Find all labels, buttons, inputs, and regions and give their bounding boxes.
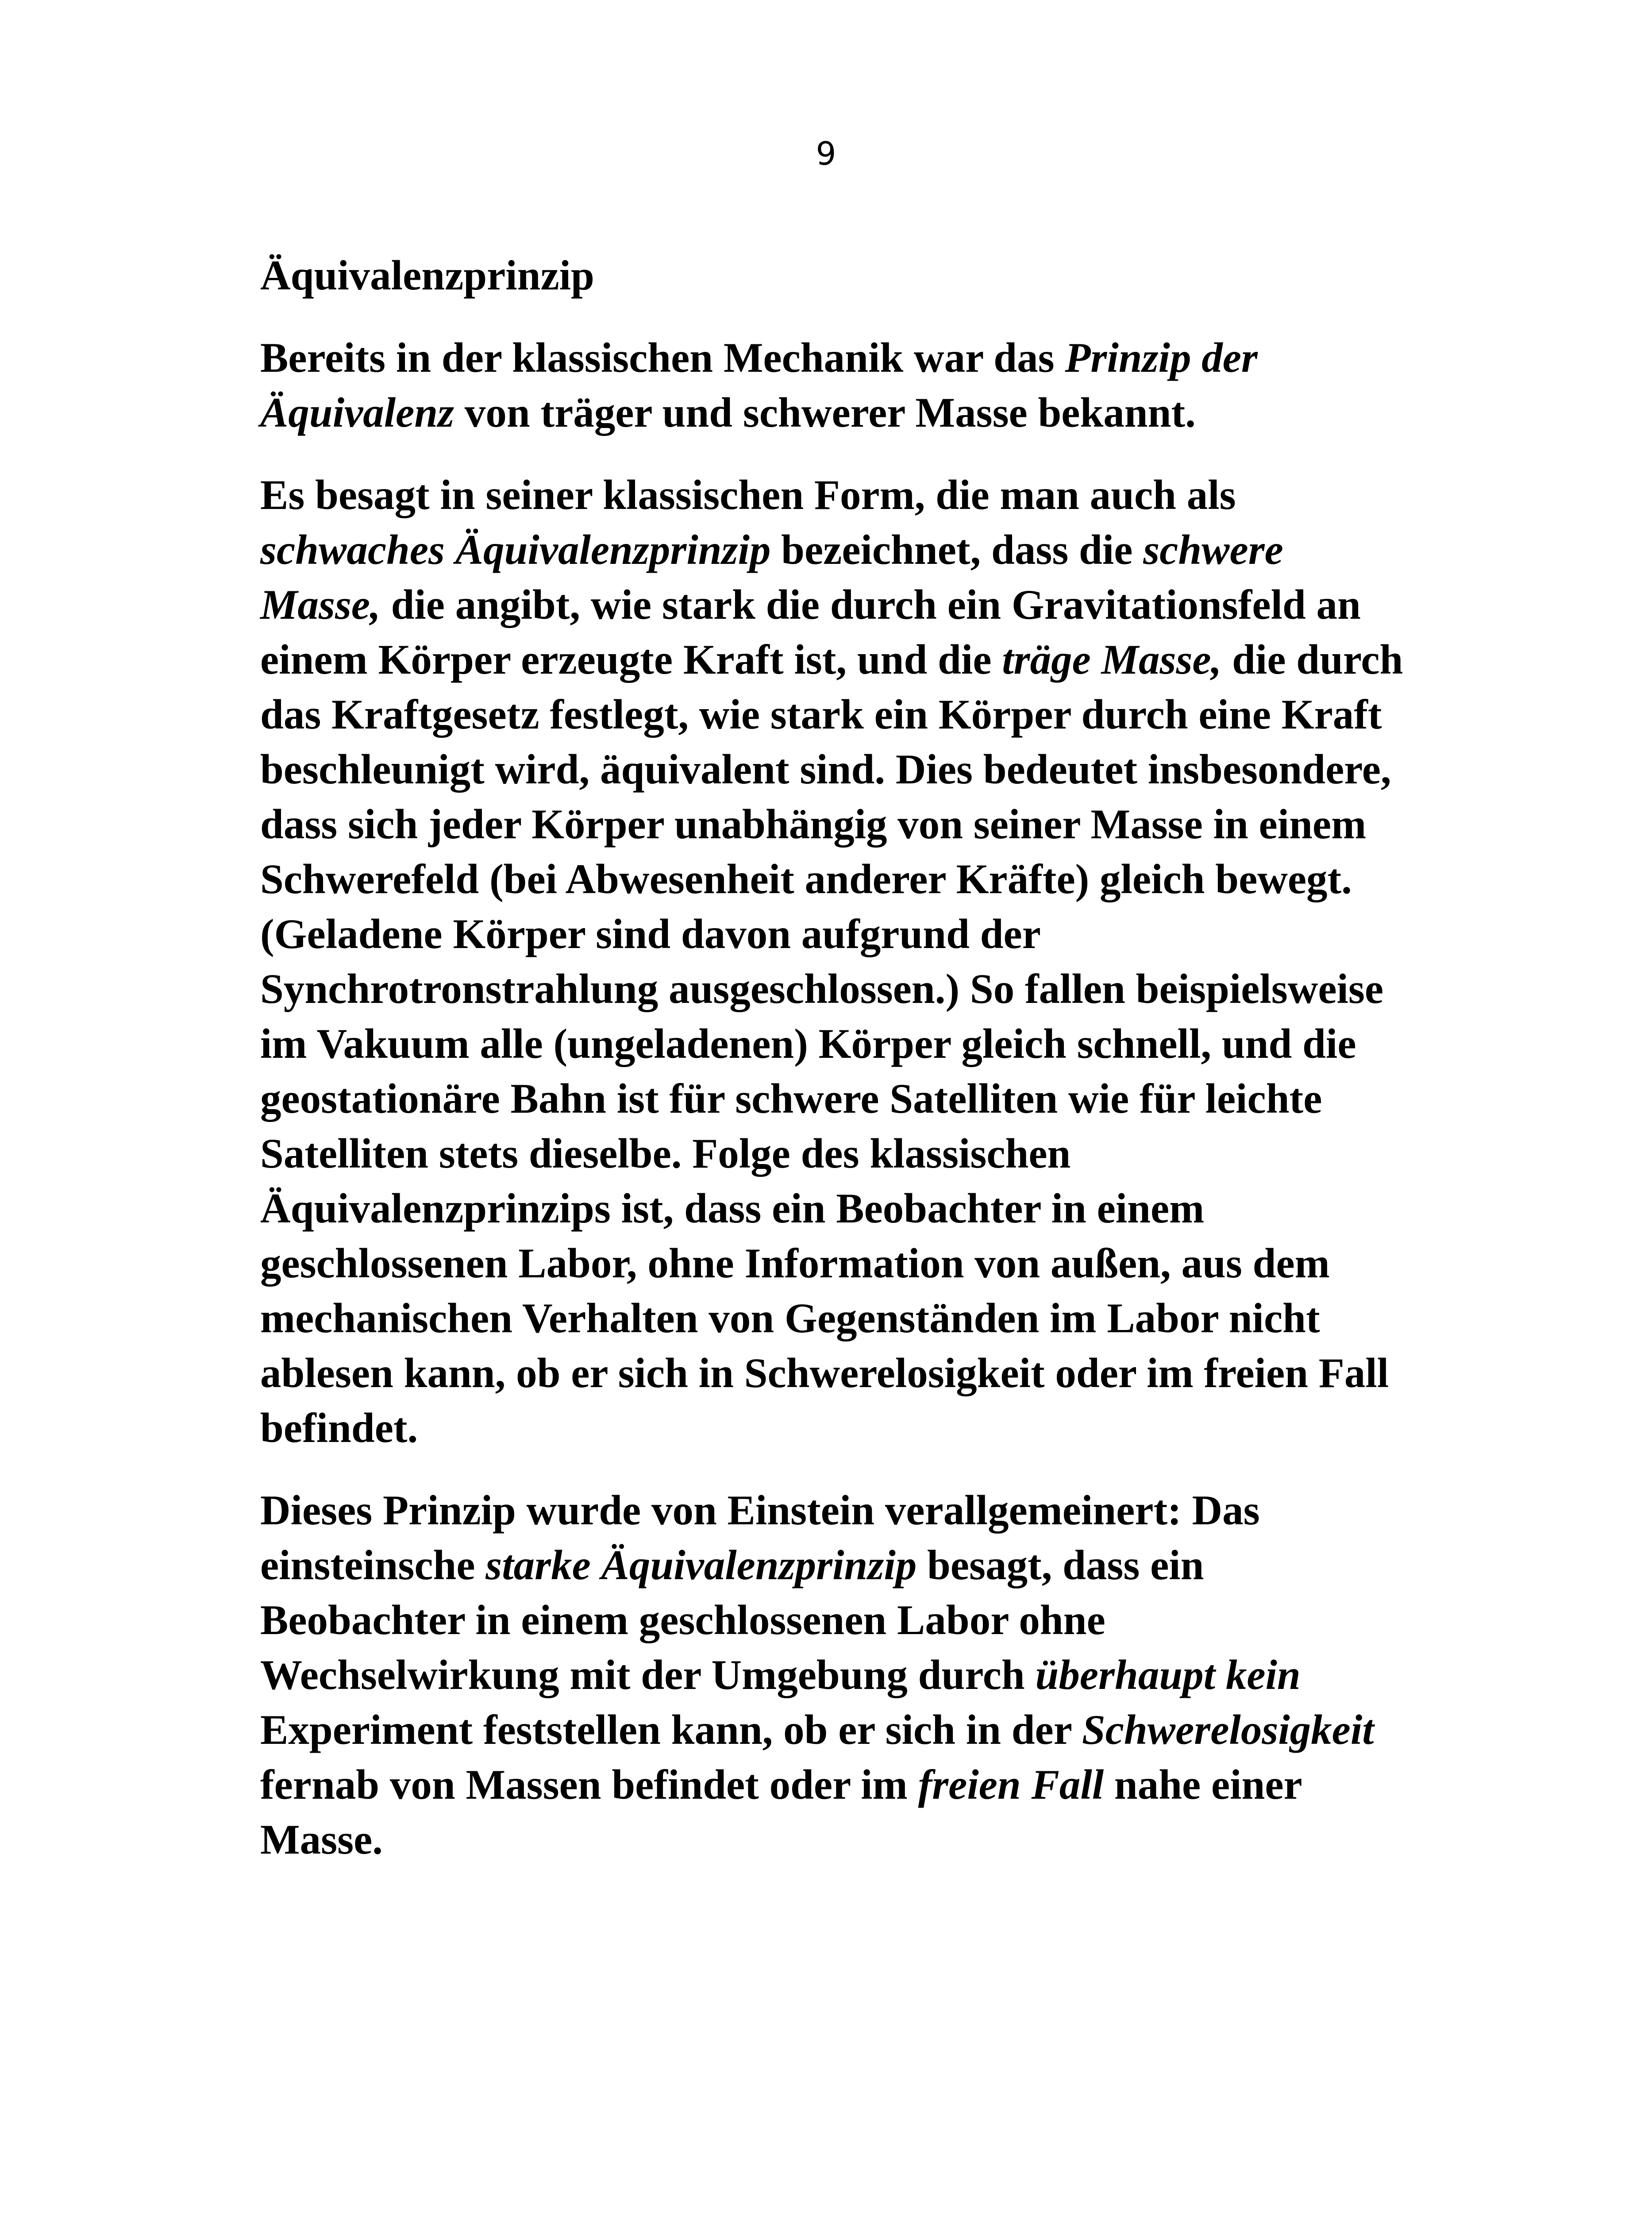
paragraph-2 <box>260 467 1411 1455</box>
text-run: fernab von Massen befindet oder im <box>260 1761 918 1808</box>
italic-run: starke Äquivalenzprinzip <box>485 1542 917 1588</box>
text-run: Dieses Prinzip wurde von Einstein verallgemeinert: Das einsteinsche <box>260 1487 1260 1588</box>
italic-run: träge Masse, <box>1002 636 1222 683</box>
body-text <box>260 248 1411 1894</box>
text-run: von träger und schwerer Masse bekannt. <box>454 389 1196 436</box>
text-run: bezeichnet, dass die <box>770 526 1144 573</box>
italic-run: schwaches Äquivalenzprinzip <box>260 526 771 573</box>
italic-run: freien Fall <box>918 1761 1104 1808</box>
text-run: besagt, dass ein Beobachter in einem geschlossenen Labor ohne Wechselwirkung mit der Umgebung durch <box>260 1542 1204 1698</box>
text-run: nahe einer Masse. <box>260 1761 1302 1863</box>
paragraph-3 <box>260 1483 1411 1867</box>
text-run: Experiment feststellen kann, ob er sich in der <box>260 1706 1082 1753</box>
text-run: die angibt, wie stark die durch ein Gravitationsfeld an einem Körper erzeugte Kraft ist, und die <box>260 581 1361 683</box>
italic-run: Schwerelosigkeit <box>1082 1706 1374 1753</box>
text-run: Bereits in der klassischen Mechanik war das <box>260 334 1065 381</box>
italic-run: Prinzip der Äquivalenz <box>260 334 1258 436</box>
section-heading: Äquivalenzprinzip <box>260 252 594 299</box>
italic-run: überhaupt kein <box>1035 1651 1301 1698</box>
paragraph-1 <box>260 330 1411 440</box>
page-number: 9 <box>816 135 836 172</box>
text-run: die durch das Kraftgesetz festlegt, wie stark ein Körper durch eine Kraft beschleunigt wird, äquivalent sind. Dies bedeutet insbesondere, dass sich jeder Körper unabhängig von seiner Masse in einem Schwerefeld (bei Abwesenheit anderer Kräfte) gleich bewegt. (Geladene Körper sind davon aufgrund der Synchrotronstrahlung ausgeschlossen.) So fallen beispielsweise im Vakuum alle (ungeladenen) Körper gleich schnell, und die geostationäre Bahn ist für schwere Satelliten wie für leichte Satelliten stets dieselbe. Folge des klassischen Äquivalenzprinzips ist, dass ein Beobachter in einem geschlossenen Labor, ohne Information von außen, aus dem mechanischen Verhalten von Gegenständen im Labor nicht ablesen kann, ob er sich in Schwerelosigkeit oder im freien Fall befindet. <box>260 636 1403 1451</box>
text-run: Es besagt in seiner klassischen Form, die man auch als <box>260 471 1236 518</box>
italic-run: schwere Masse, <box>260 526 1283 628</box>
